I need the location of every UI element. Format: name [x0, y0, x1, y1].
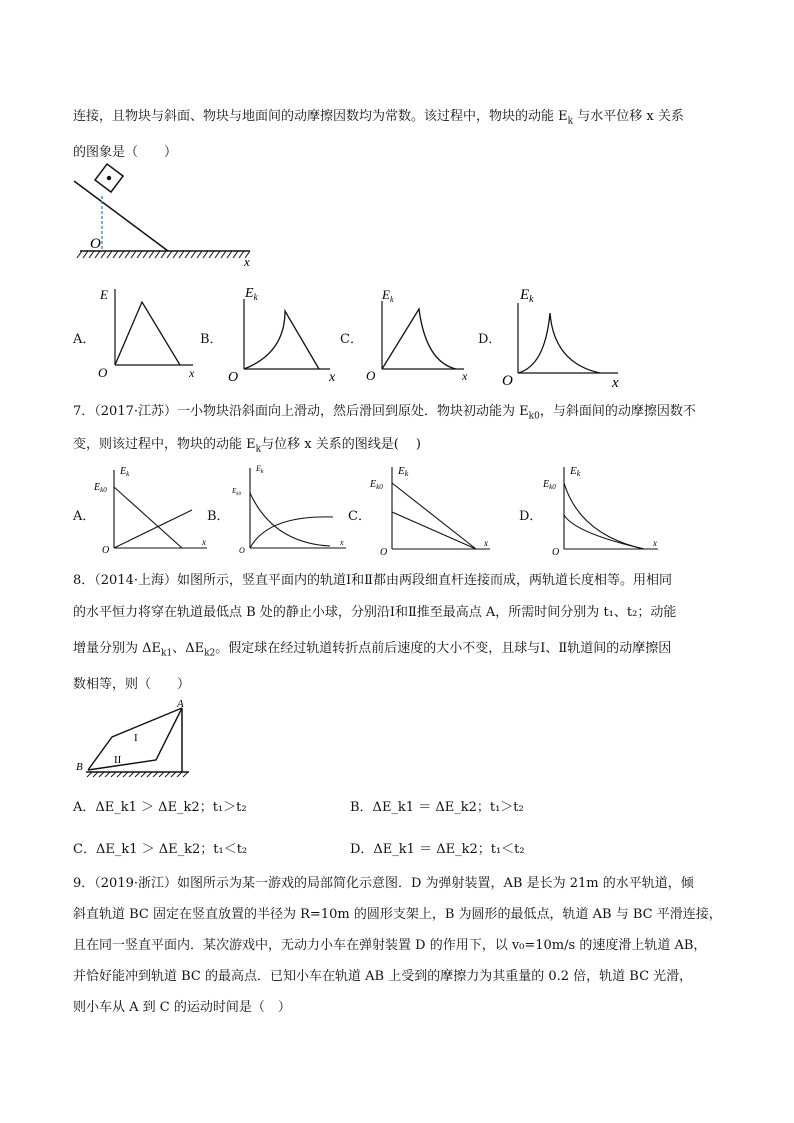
q7-c-ysub: k [404, 469, 409, 478]
q6-a-ylabel: E [100, 287, 108, 302]
svg-text:Ek [569, 465, 581, 478]
q7-b-e0: E [232, 487, 237, 495]
q6-diagram-origin: O [90, 236, 101, 252]
q6-option-a-graph[interactable] [95, 285, 205, 380]
q7-b-origin: O [239, 546, 245, 555]
q8-option-d[interactable]: D．ΔE_k1 ＝ ΔE_k2；t₁＜t₂ [350, 842, 525, 857]
q6-c-xlabel: x [462, 369, 468, 383]
svg-text:Ek [255, 464, 264, 475]
q7-option-d-graph[interactable] [540, 463, 665, 558]
q8-option-b[interactable]: B．ΔE_k1 ＝ ΔE_k2；t₁＞t₂ [350, 800, 524, 815]
q7-line1: 7．（2017·江苏）一小物块沿斜面向上滑动，然后滑回到原处．物块初动能为 $E_{k0}$，与斜面间的动摩擦因数不 [73, 404, 696, 422]
q9-line5: 则小车从 A 到 C 的运动时间是（ ） [73, 1000, 291, 1015]
svg-text:Ek0 [369, 479, 383, 491]
q6-c-ylabel: E [382, 287, 390, 302]
q6-d-ylabel: E [520, 287, 530, 303]
q7-a-e0: E [94, 482, 101, 493]
q6-option-b-graph[interactable] [225, 283, 345, 383]
q7-option-a-graph[interactable] [92, 465, 217, 555]
q6-b-ysub: k [253, 292, 258, 302]
svg-text:Ek [244, 286, 259, 302]
q6-c-origin: O [366, 368, 376, 383]
q7-c-origin: O [380, 547, 388, 558]
q6-incline-diagram [70, 170, 270, 270]
q8-line2: 的水平恒力将穿在轨道最低点 B 处的静止小球，分别沿Ⅰ和Ⅱ推至最高点 A，所需时间分别为 t₁、t₂；动能 [73, 605, 677, 620]
q6-line1: 连接，且物块与斜面、物块与地面间的动摩擦因数均为常数。该过程中，物块的动能 $E_k$ 与水平位移 x 关系 [73, 109, 684, 127]
q8-line3: 增量分别为 $\Delta E_{k1}$、$\Delta E_{k2}$。假定球在经过轨道转折点前后速度的大小不变，且球与Ⅰ、Ⅱ轨道间的动摩擦因 [73, 641, 672, 659]
q8-point-a: A [177, 698, 184, 710]
q6-d-ysub: k [529, 294, 534, 305]
q7-a-ylabel: E [120, 466, 127, 477]
q7-line2: 变，则该过程中，物块的动能 $E_k$与位移 x 关系的图线是( ) [73, 437, 421, 455]
q6-b-origin: O [228, 370, 239, 385]
q7-option-a-label[interactable]: A． [73, 509, 96, 524]
q7-d-e0: E [543, 479, 550, 490]
q8-track-diagram [72, 697, 197, 782]
q6-d-xlabel: x [612, 375, 619, 391]
q7-option-b-label[interactable]: B． [207, 509, 230, 524]
q7-a-xlabel: x [202, 537, 206, 547]
q8-option-a[interactable]: A．ΔE_k1 ＞ ΔE_k2；t₁＞t₂ [73, 800, 247, 815]
q7-c-e0sub: k0 [376, 483, 383, 491]
q8-line1: 8．（2014·上海）如图所示，竖直平面内的轨道Ⅰ和Ⅱ都由两段细直杆连接而成，两轨道长度相等。用相同 [73, 573, 672, 588]
q7-c-ylabel: E [398, 465, 405, 477]
q9-line3: 且在同一竖直平面内．某次游戏中，无动力小车在弹射装置 D 的作用下，以 v₀=10m/s 的速度滑上轨道 AB， [73, 938, 707, 953]
q9-line1: 9．（2019·浙江）如图所示为某一游戏的局部简化示意图．D 为弹射装置，AB 是长为 21m 的水平轨道，倾 [73, 876, 694, 891]
svg-text:Ek0 [93, 482, 107, 494]
q6-option-c-label[interactable]: C． [340, 332, 363, 347]
q6-option-b-label[interactable]: B． [200, 332, 223, 347]
q8-line4: 数相等，则（ ） [73, 677, 191, 692]
q8-track-ii: II [114, 754, 122, 766]
q8-track-i: I [134, 732, 138, 744]
q7-d-xlabel: x [653, 538, 657, 548]
q6-d-origin: O [502, 373, 513, 389]
q6-c-ysub: k [389, 295, 394, 304]
svg-text:Ek [397, 465, 409, 478]
q7-d-origin: O [552, 547, 560, 558]
q6-a-origin: O [98, 365, 108, 380]
svg-text:Ek0 [231, 487, 242, 497]
q7-d-ylabel: E [570, 465, 577, 477]
q6-option-d-graph[interactable] [500, 281, 630, 389]
q6-option-a-label[interactable]: A． [73, 332, 96, 347]
q6-b-ylabel: E [245, 286, 254, 301]
svg-text:Ek0 [542, 479, 556, 491]
q9-line2: 斜直轨道 BC 固定在竖直放置的半径为 R=10m 的圆形支架上，B 为圆形的最低点，轨道 AB 与 BC 平滑连接， [73, 907, 722, 922]
q7-c-xlabel: x [484, 538, 488, 548]
q8-point-b: B [76, 761, 83, 773]
q7-c-e0: E [370, 479, 377, 490]
q6-option-d-label[interactable]: D． [478, 332, 502, 347]
q9-line4: 并恰好能冲到轨道 BC 的最高点．已知小车在轨道 AB 上受到的摩擦力为其重量的 0.2 倍，轨道 BC 光滑， [73, 969, 693, 984]
svg-text:Ek [119, 466, 130, 478]
q6-b-xlabel: x [329, 370, 336, 385]
q7-b-ysub: k [260, 469, 264, 475]
q6-a-xlabel: x [189, 366, 195, 380]
q7-option-c-label[interactable]: C． [348, 509, 371, 524]
q7-b-xlabel: x [340, 538, 344, 547]
q6-line2: 的图象是（ ） [73, 145, 178, 160]
q7-d-e0sub: k0 [549, 483, 556, 491]
q7-b-ylabel: E [256, 464, 261, 473]
q7-option-b-graph[interactable] [228, 463, 353, 555]
q7-option-c-graph[interactable] [368, 463, 498, 558]
q8-option-c[interactable]: C．ΔE_k1 ＞ ΔE_k2；t₁＜t₂ [73, 842, 248, 857]
q7-a-origin: O [102, 545, 110, 556]
svg-text:Ek [381, 287, 394, 304]
q7-a-ysub: k [126, 470, 130, 478]
q7-option-d-label[interactable]: D． [519, 509, 543, 524]
svg-text:Ek [519, 287, 534, 305]
q7-d-ysub: k [576, 469, 581, 478]
q6-option-c-graph[interactable] [364, 287, 474, 382]
q7-a-e0sub: k0 [100, 486, 107, 494]
q6-diagram-x: x [244, 254, 250, 269]
q7-b-e0sub: k0 [236, 492, 242, 497]
